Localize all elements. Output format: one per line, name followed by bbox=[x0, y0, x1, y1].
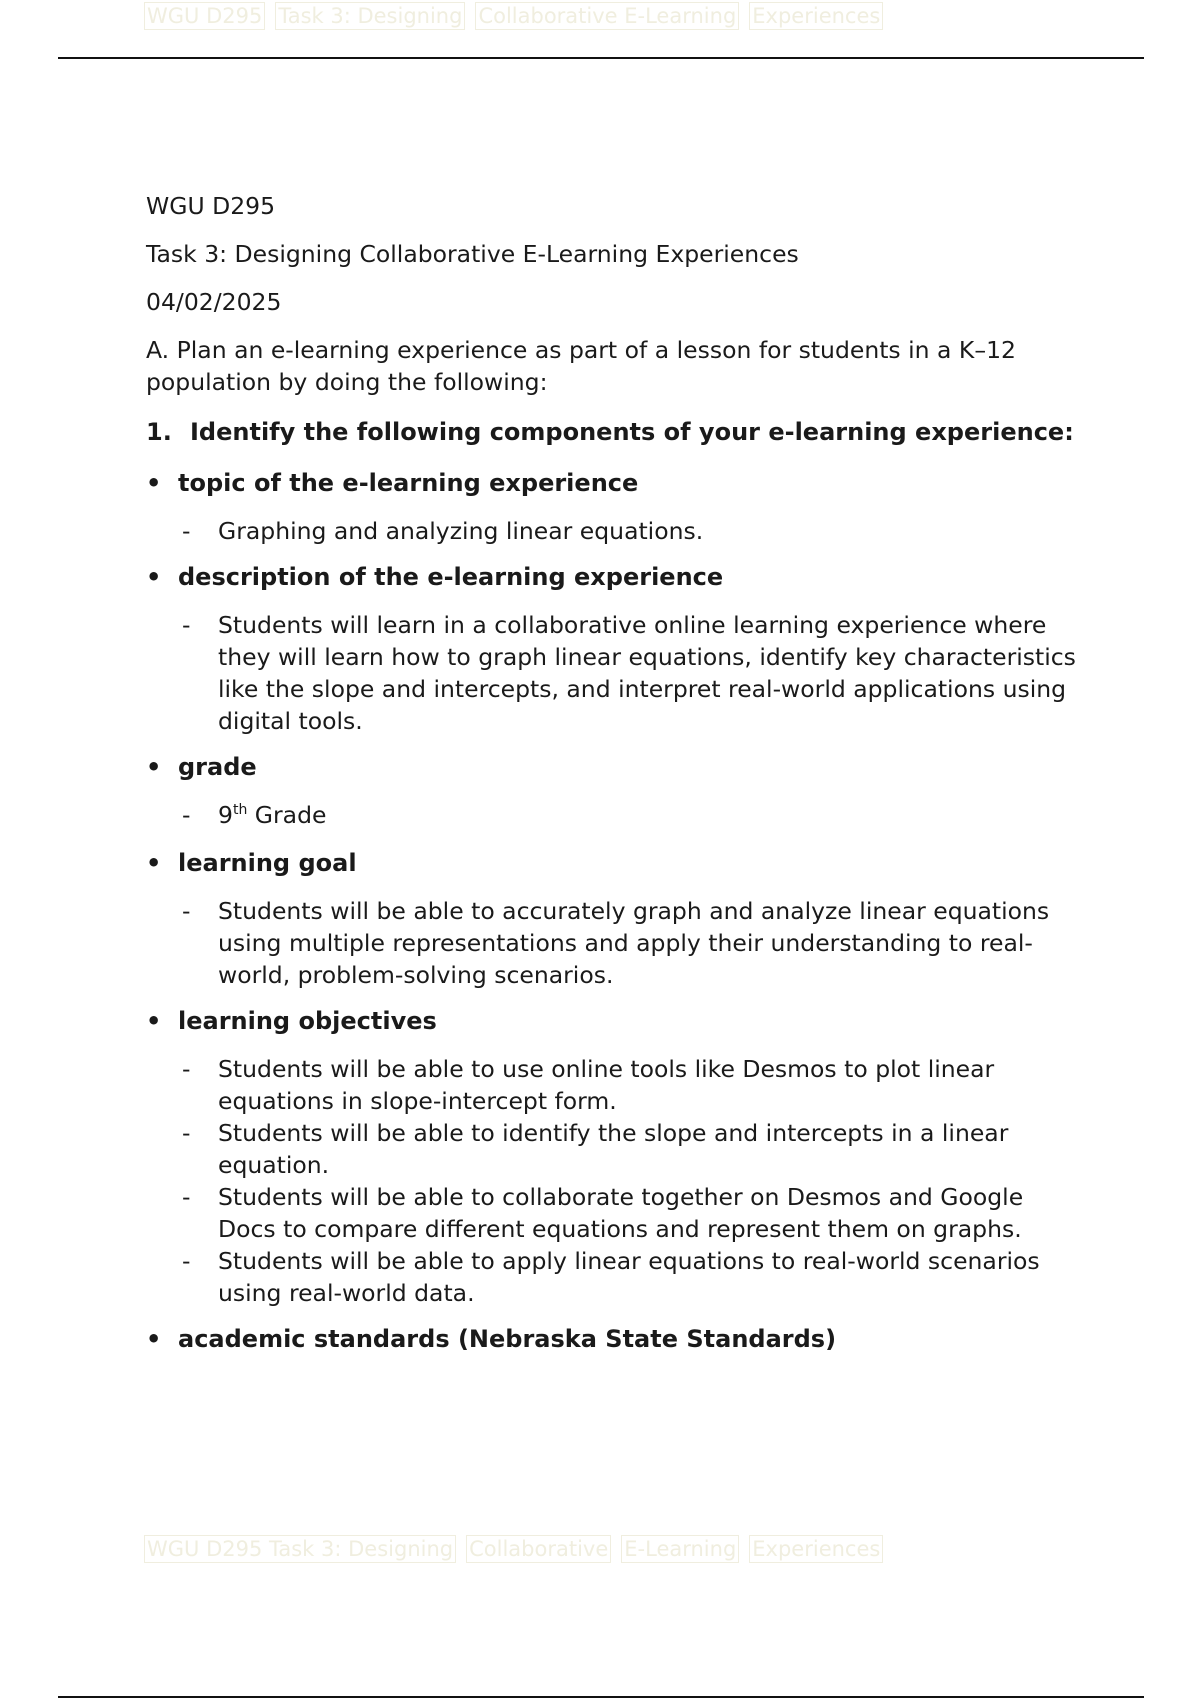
watermark-word: Task 3: Designing bbox=[275, 2, 465, 30]
list-item-text: Students will be able to use online tools like Desmos to plot linear equations in slope-intercept form. bbox=[218, 1055, 995, 1115]
header-divider bbox=[58, 57, 1144, 59]
bullet-label: learning objectives bbox=[178, 1007, 437, 1035]
list-item bbox=[146, 895, 1086, 991]
bullet-label: description of the e-learning experience bbox=[178, 563, 724, 591]
dash-icon: - bbox=[182, 1119, 191, 1147]
grade-value bbox=[218, 799, 1086, 831]
bullet-label: learning goal bbox=[178, 849, 357, 877]
topic-list bbox=[146, 515, 1086, 547]
watermark-top bbox=[144, 2, 883, 30]
bullet-icon: • bbox=[146, 753, 162, 781]
list-item bbox=[146, 515, 1086, 547]
watermark-word: Experiences bbox=[749, 1535, 883, 1563]
bullet-learning-goal bbox=[146, 847, 1086, 879]
list-item-text: Students will learn in a collaborative online learning experience where they will learn how to graph linear equations, identify key characteristics like the slope and intercepts, and interpret real-world applications using digital tools. bbox=[218, 611, 1076, 735]
section-number: 1. bbox=[146, 418, 172, 446]
bullet-grade bbox=[146, 751, 1086, 783]
prompt-a: A. Plan an e-learning experience as part of a lesson for students in a K–12 population by doing the following: bbox=[146, 336, 1016, 396]
watermark-word: Collaborative bbox=[466, 1535, 611, 1563]
list-item bbox=[146, 799, 1086, 831]
grade-number: 9 bbox=[218, 801, 233, 829]
dash-icon: - bbox=[182, 1183, 191, 1211]
grade-list bbox=[146, 799, 1086, 831]
dash-icon: - bbox=[182, 1247, 191, 1275]
list-item-text: Students will be able to collaborate together on Desmos and Google Docs to compare different equations and represent them on graphs. bbox=[218, 1183, 1024, 1243]
bullet-label: academic standards (Nebraska State Standards) bbox=[178, 1325, 837, 1353]
bullet-icon: • bbox=[146, 849, 162, 877]
dash-icon: - bbox=[182, 1055, 191, 1083]
list-item bbox=[146, 1245, 1086, 1309]
list-item bbox=[146, 1117, 1086, 1181]
watermark-word: E-Learning bbox=[621, 1535, 739, 1563]
watermark-word: Experiences bbox=[749, 2, 883, 30]
list-item-text: Students will be able to apply linear equations to real-world scenarios using real-world data. bbox=[218, 1247, 1040, 1307]
watermark-word: WGU D295 Task 3: Designing bbox=[144, 1535, 456, 1563]
list-item-text: Students will be able to identify the slope and intercepts in a linear equation. bbox=[218, 1119, 1009, 1179]
bullet-icon: • bbox=[146, 1325, 162, 1353]
watermark-word: WGU D295 bbox=[144, 2, 265, 30]
task-title: Task 3: Designing Collaborative E-Learning Experiences bbox=[146, 240, 799, 268]
list-item-text: Graphing and analyzing linear equations. bbox=[218, 517, 704, 545]
dash-icon: - bbox=[182, 611, 191, 639]
list-item bbox=[146, 1181, 1086, 1245]
list-item-text: Students will be able to accurately graph and analyze linear equations using multiple representations and apply their understanding to real- world, problem-solving scenarios. bbox=[218, 897, 1050, 989]
list-item bbox=[146, 609, 1086, 737]
description-list bbox=[146, 609, 1086, 737]
bullet-icon: • bbox=[146, 563, 162, 591]
grade-suffix: th bbox=[232, 802, 248, 819]
dash-icon: - bbox=[182, 517, 191, 545]
document-date: 04/02/2025 bbox=[146, 288, 282, 316]
bullet-academic-standards bbox=[146, 1323, 1086, 1355]
watermark-word: Collaborative E-Learning bbox=[475, 2, 739, 30]
footer-divider bbox=[58, 1696, 1144, 1698]
section-heading-text: Identify the following components of your e-learning experience: bbox=[190, 418, 1074, 446]
bullet-label: grade bbox=[178, 753, 257, 781]
course-title: WGU D295 bbox=[146, 192, 276, 220]
objectives-list bbox=[146, 1053, 1086, 1309]
bullet-icon: • bbox=[146, 469, 162, 497]
grade-word: Grade bbox=[247, 801, 327, 829]
goal-list bbox=[146, 895, 1086, 991]
watermark-bottom bbox=[144, 1535, 883, 1563]
section-1-heading bbox=[146, 418, 1086, 447]
dash-icon: - bbox=[182, 897, 191, 925]
bullet-learning-objectives bbox=[146, 1005, 1086, 1037]
bullet-description bbox=[146, 561, 1086, 593]
document-body bbox=[146, 190, 1086, 1371]
bullet-topic bbox=[146, 467, 1086, 499]
bullet-label: topic of the e-learning experience bbox=[178, 469, 639, 497]
bullet-icon: • bbox=[146, 1007, 162, 1035]
dash-icon: - bbox=[182, 801, 191, 829]
list-item bbox=[146, 1053, 1086, 1117]
